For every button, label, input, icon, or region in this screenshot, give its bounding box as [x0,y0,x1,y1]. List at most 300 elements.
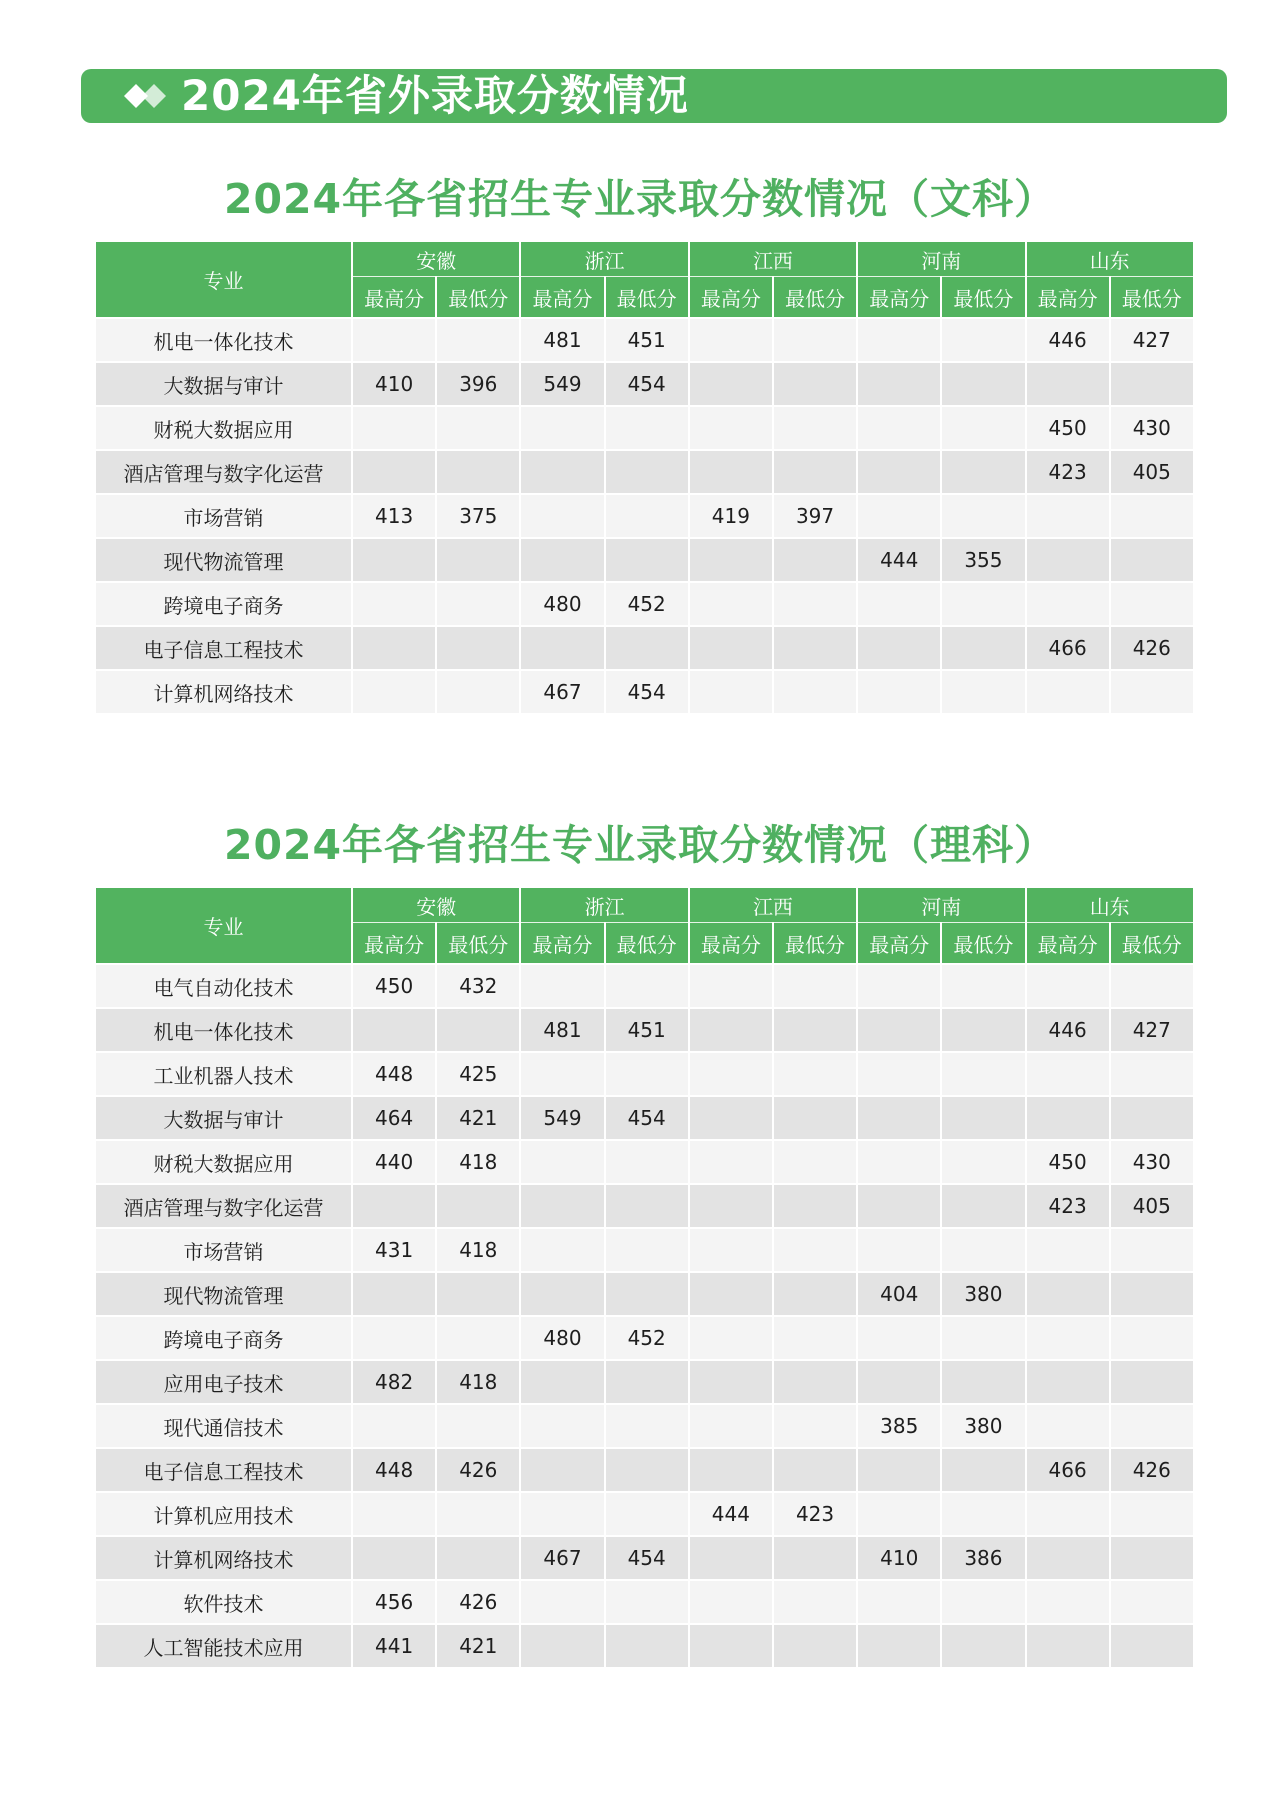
max-score-cell [689,406,773,450]
max-score-cell [857,1008,941,1052]
max-score-cell [352,1184,436,1228]
min-score-cell: 426 [436,1448,520,1492]
major-name-cell: 电气自动化技术 [96,964,352,1008]
max-score-cell: 480 [520,1316,604,1360]
table-row [96,1580,1194,1624]
column-header-max-score: 最高分 [857,277,941,319]
max-score-cell [520,964,604,1008]
min-score-cell [773,1580,857,1624]
max-score-cell [689,1360,773,1404]
column-header-min-score: 最低分 [1110,923,1194,965]
min-score-cell: 454 [605,670,689,714]
column-header-province: 安徽 [352,241,520,277]
max-score-cell: 440 [352,1140,436,1184]
min-score-cell: 405 [1110,1184,1194,1228]
max-score-cell: 431 [352,1228,436,1272]
max-score-cell [857,1140,941,1184]
max-score-cell: 385 [857,1404,941,1448]
max-score-cell [352,1404,436,1448]
min-score-cell [773,1184,857,1228]
min-score-cell: 451 [605,318,689,362]
min-score-cell [941,1052,1025,1096]
min-score-cell: 423 [773,1492,857,1536]
max-score-cell: 480 [520,582,604,626]
max-score-cell [689,1228,773,1272]
column-header-major: 专业 [96,241,352,318]
min-score-cell: 452 [605,1316,689,1360]
min-score-cell [1110,670,1194,714]
table-row [96,450,1194,494]
max-score-cell: 466 [1026,626,1110,670]
min-score-cell [773,626,857,670]
min-score-cell [773,1140,857,1184]
max-score-cell [352,406,436,450]
major-name-cell: 现代通信技术 [96,1404,352,1448]
max-score-cell [857,1052,941,1096]
max-score-cell [857,1316,941,1360]
min-score-cell [1110,1228,1194,1272]
max-score-cell: 404 [857,1272,941,1316]
min-score-cell [1110,964,1194,1008]
major-name-cell: 大数据与审计 [96,362,352,406]
max-score-cell [520,1360,604,1404]
min-score-cell [605,1448,689,1492]
min-score-cell: 396 [436,362,520,406]
max-score-cell [1026,1580,1110,1624]
min-score-cell [941,964,1025,1008]
major-name-cell: 软件技术 [96,1580,352,1624]
column-header-max-score: 最高分 [520,277,604,319]
major-name-cell: 机电一体化技术 [96,1008,352,1052]
max-score-cell [689,1536,773,1580]
max-score-cell [520,1140,604,1184]
max-score-cell [1026,1360,1110,1404]
min-score-cell: 405 [1110,450,1194,494]
max-score-cell [1026,494,1110,538]
min-score-cell [773,670,857,714]
min-score-cell [941,1096,1025,1140]
min-score-cell: 454 [605,1536,689,1580]
major-name-cell: 计算机应用技术 [96,1492,352,1536]
min-score-cell: 427 [1110,318,1194,362]
min-score-cell [605,1140,689,1184]
min-score-cell: 418 [436,1360,520,1404]
max-score-cell [689,582,773,626]
max-score-cell [352,1272,436,1316]
min-score-cell: 386 [941,1536,1025,1580]
major-name-cell: 计算机网络技术 [96,670,352,714]
major-name-cell: 大数据与审计 [96,1096,352,1140]
table-row [96,1404,1194,1448]
page-title: 2024年省外录取分数情况 [181,71,689,120]
major-name-cell: 机电一体化技术 [96,318,352,362]
min-score-cell [436,1536,520,1580]
min-score-cell [605,1272,689,1316]
min-score-cell [436,1008,520,1052]
max-score-cell: 441 [352,1624,436,1668]
max-score-cell [520,1184,604,1228]
max-score-cell: 549 [520,362,604,406]
min-score-cell [605,494,689,538]
min-score-cell [436,1492,520,1536]
max-score-cell: 481 [520,318,604,362]
min-score-cell [436,1184,520,1228]
min-score-cell [436,406,520,450]
min-score-cell: 454 [605,1096,689,1140]
table-row [96,1140,1194,1184]
max-score-cell [689,964,773,1008]
min-score-cell [773,538,857,582]
max-score-cell [689,1404,773,1448]
max-score-cell [352,582,436,626]
max-score-cell [1026,538,1110,582]
max-score-cell [520,626,604,670]
table-body [96,964,1194,1668]
min-score-cell [436,538,520,582]
column-header-max-score: 最高分 [857,923,941,965]
max-score-cell: 410 [857,1536,941,1580]
max-score-cell [520,450,604,494]
min-score-cell [773,1624,857,1668]
column-header-province: 江西 [689,241,857,277]
double-diamond-icon [123,81,173,111]
max-score-cell: 423 [1026,450,1110,494]
max-score-cell [1026,1624,1110,1668]
major-name-cell: 现代物流管理 [96,1272,352,1316]
max-score-cell [857,1448,941,1492]
table-row [96,362,1194,406]
min-score-cell [605,406,689,450]
min-score-cell: 375 [436,494,520,538]
min-score-cell [436,1272,520,1316]
max-score-cell: 444 [857,538,941,582]
max-score-cell: 410 [352,362,436,406]
min-score-cell [941,626,1025,670]
min-score-cell [1110,1624,1194,1668]
min-score-cell [773,964,857,1008]
min-score-cell [773,318,857,362]
min-score-cell [605,538,689,582]
min-score-cell [1110,1096,1194,1140]
max-score-cell [1026,1404,1110,1448]
min-score-cell [436,318,520,362]
min-score-cell: 430 [1110,406,1194,450]
max-score-cell [857,582,941,626]
column-header-province: 山东 [1026,887,1194,923]
min-score-cell [941,1316,1025,1360]
column-header-min-score: 最低分 [773,923,857,965]
min-score-cell [773,1228,857,1272]
max-score-cell [857,1228,941,1272]
min-score-cell [773,1448,857,1492]
max-score-cell [689,362,773,406]
max-score-cell [689,1096,773,1140]
min-score-cell: 425 [436,1052,520,1096]
table-row [96,964,1194,1008]
max-score-cell [1026,1096,1110,1140]
table-row [96,406,1194,450]
min-score-cell [605,1624,689,1668]
max-score-cell [352,318,436,362]
min-score-cell [941,1184,1025,1228]
max-score-cell [352,450,436,494]
min-score-cell [941,1624,1025,1668]
column-header-max-score: 最高分 [1026,923,1110,965]
table-row [96,1008,1194,1052]
min-score-cell: 421 [436,1096,520,1140]
max-score-cell [1026,1228,1110,1272]
max-score-cell [520,406,604,450]
max-score-cell [689,1580,773,1624]
max-score-cell: 419 [689,494,773,538]
min-score-cell [773,1008,857,1052]
min-score-cell [436,670,520,714]
table-row [96,1272,1194,1316]
major-name-cell: 酒店管理与数字化运营 [96,1184,352,1228]
table-body [96,318,1194,714]
max-score-cell: 456 [352,1580,436,1624]
max-score-cell [689,1272,773,1316]
min-score-cell [941,1448,1025,1492]
page-banner [81,69,1227,123]
column-header-max-score: 最高分 [352,277,436,319]
min-score-cell [1110,362,1194,406]
min-score-cell: 452 [605,582,689,626]
table-row [96,626,1194,670]
max-score-cell: 481 [520,1008,604,1052]
min-score-cell [1110,1272,1194,1316]
min-score-cell [773,1052,857,1096]
min-score-cell [773,582,857,626]
min-score-cell [941,318,1025,362]
min-score-cell [773,450,857,494]
table-row [96,1184,1194,1228]
table-title-science: 2024年各省招生专业录取分数情况（理科） [223,821,1057,869]
column-header-province: 河南 [857,887,1025,923]
max-score-cell [1026,582,1110,626]
min-score-cell [605,450,689,494]
min-score-cell [941,494,1025,538]
min-score-cell: 430 [1110,1140,1194,1184]
min-score-cell: 418 [436,1228,520,1272]
max-score-cell: 467 [520,670,604,714]
min-score-cell [941,362,1025,406]
max-score-cell [352,1008,436,1052]
max-score-cell [857,1624,941,1668]
major-name-cell: 财税大数据应用 [96,406,352,450]
max-score-cell [520,1492,604,1536]
major-name-cell: 计算机网络技术 [96,1536,352,1580]
min-score-cell [436,1404,520,1448]
min-score-cell [773,1316,857,1360]
max-score-cell [1026,1536,1110,1580]
column-header-min-score: 最低分 [941,277,1025,319]
column-header-min-score: 最低分 [941,923,1025,965]
max-score-cell: 549 [520,1096,604,1140]
max-score-cell [520,494,604,538]
min-score-cell [605,1492,689,1536]
table-row [96,1052,1194,1096]
column-header-province: 山东 [1026,241,1194,277]
max-score-cell: 450 [352,964,436,1008]
max-score-cell [857,1184,941,1228]
max-score-cell [520,1272,604,1316]
min-score-cell [605,964,689,1008]
min-score-cell [941,670,1025,714]
max-score-cell [352,670,436,714]
max-score-cell [857,450,941,494]
table-row [96,1228,1194,1272]
max-score-cell [857,406,941,450]
min-score-cell [941,450,1025,494]
table-row [96,1096,1194,1140]
max-score-cell [520,1580,604,1624]
major-name-cell: 跨境电子商务 [96,1316,352,1360]
column-header-min-score: 最低分 [605,923,689,965]
major-name-cell: 酒店管理与数字化运营 [96,450,352,494]
max-score-cell [857,1492,941,1536]
max-score-cell [520,538,604,582]
max-score-cell [857,494,941,538]
min-score-cell [941,1360,1025,1404]
min-score-cell: 427 [1110,1008,1194,1052]
major-name-cell: 电子信息工程技术 [96,1448,352,1492]
max-score-cell: 444 [689,1492,773,1536]
max-score-cell: 450 [1026,1140,1110,1184]
min-score-cell [1110,1580,1194,1624]
max-score-cell [689,626,773,670]
min-score-cell [1110,1360,1194,1404]
max-score-cell [857,964,941,1008]
min-score-cell: 451 [605,1008,689,1052]
column-header-max-score: 最高分 [689,277,773,319]
min-score-cell [773,1272,857,1316]
min-score-cell [1110,582,1194,626]
min-score-cell [1110,538,1194,582]
max-score-cell [857,670,941,714]
table-row [96,582,1194,626]
max-score-cell [1026,1272,1110,1316]
min-score-cell [773,1404,857,1448]
column-header-max-score: 最高分 [1026,277,1110,319]
max-score-cell [857,362,941,406]
max-score-cell [520,1448,604,1492]
max-score-cell: 446 [1026,318,1110,362]
min-score-cell: 432 [436,964,520,1008]
max-score-cell [1026,1052,1110,1096]
max-score-cell [1026,1492,1110,1536]
table-row [96,1316,1194,1360]
column-header-max-score: 最高分 [520,923,604,965]
min-score-cell: 426 [436,1580,520,1624]
max-score-cell [520,1052,604,1096]
table-row [96,318,1194,362]
column-header-min-score: 最低分 [605,277,689,319]
table-row [96,1536,1194,1580]
max-score-cell: 423 [1026,1184,1110,1228]
max-score-cell [689,1008,773,1052]
max-score-cell: 467 [520,1536,604,1580]
column-header-province: 浙江 [520,887,688,923]
min-score-cell [1110,1316,1194,1360]
min-score-cell: 380 [941,1272,1025,1316]
max-score-cell [1026,1316,1110,1360]
max-score-cell: 448 [352,1448,436,1492]
min-score-cell [605,1228,689,1272]
min-score-cell [436,450,520,494]
min-score-cell: 355 [941,538,1025,582]
max-score-cell [857,626,941,670]
max-score-cell [689,670,773,714]
max-score-cell [1026,362,1110,406]
max-score-cell [857,1360,941,1404]
max-score-cell [352,1492,436,1536]
min-score-cell: 418 [436,1140,520,1184]
column-header-province: 安徽 [352,887,520,923]
max-score-cell: 482 [352,1360,436,1404]
max-score-cell [689,450,773,494]
column-header-province: 江西 [689,887,857,923]
column-header-min-score: 最低分 [1110,277,1194,319]
min-score-cell [605,626,689,670]
min-score-cell [1110,1492,1194,1536]
max-score-cell: 448 [352,1052,436,1096]
max-score-cell [689,1052,773,1096]
min-score-cell [605,1052,689,1096]
min-score-cell [1110,1052,1194,1096]
max-score-cell: 464 [352,1096,436,1140]
max-score-cell [857,1580,941,1624]
min-score-cell [436,626,520,670]
max-score-cell [689,1184,773,1228]
min-score-cell: 380 [941,1404,1025,1448]
min-score-cell [605,1360,689,1404]
max-score-cell [689,538,773,582]
max-score-cell [689,318,773,362]
min-score-cell [605,1404,689,1448]
major-name-cell: 财税大数据应用 [96,1140,352,1184]
max-score-cell [857,1096,941,1140]
min-score-cell [1110,1536,1194,1580]
max-score-cell [520,1624,604,1668]
max-score-cell [689,1624,773,1668]
max-score-cell: 466 [1026,1448,1110,1492]
min-score-cell [1110,494,1194,538]
min-score-cell [941,1492,1025,1536]
major-name-cell: 工业机器人技术 [96,1052,352,1096]
min-score-cell [1110,1404,1194,1448]
column-header-min-score: 最低分 [436,923,520,965]
column-header-min-score: 最低分 [436,277,520,319]
min-score-cell: 426 [1110,1448,1194,1492]
table-row [96,538,1194,582]
min-score-cell: 397 [773,494,857,538]
table-row [96,1624,1194,1668]
max-score-cell [352,538,436,582]
table-row [96,1448,1194,1492]
max-score-cell: 450 [1026,406,1110,450]
table-row [96,670,1194,714]
column-header-major: 专业 [96,887,352,964]
max-score-cell [689,1316,773,1360]
min-score-cell [773,1096,857,1140]
major-name-cell: 电子信息工程技术 [96,626,352,670]
score-table-liberal-arts [96,240,1195,715]
min-score-cell [605,1580,689,1624]
min-score-cell [941,1228,1025,1272]
max-score-cell [857,318,941,362]
max-score-cell [352,1536,436,1580]
